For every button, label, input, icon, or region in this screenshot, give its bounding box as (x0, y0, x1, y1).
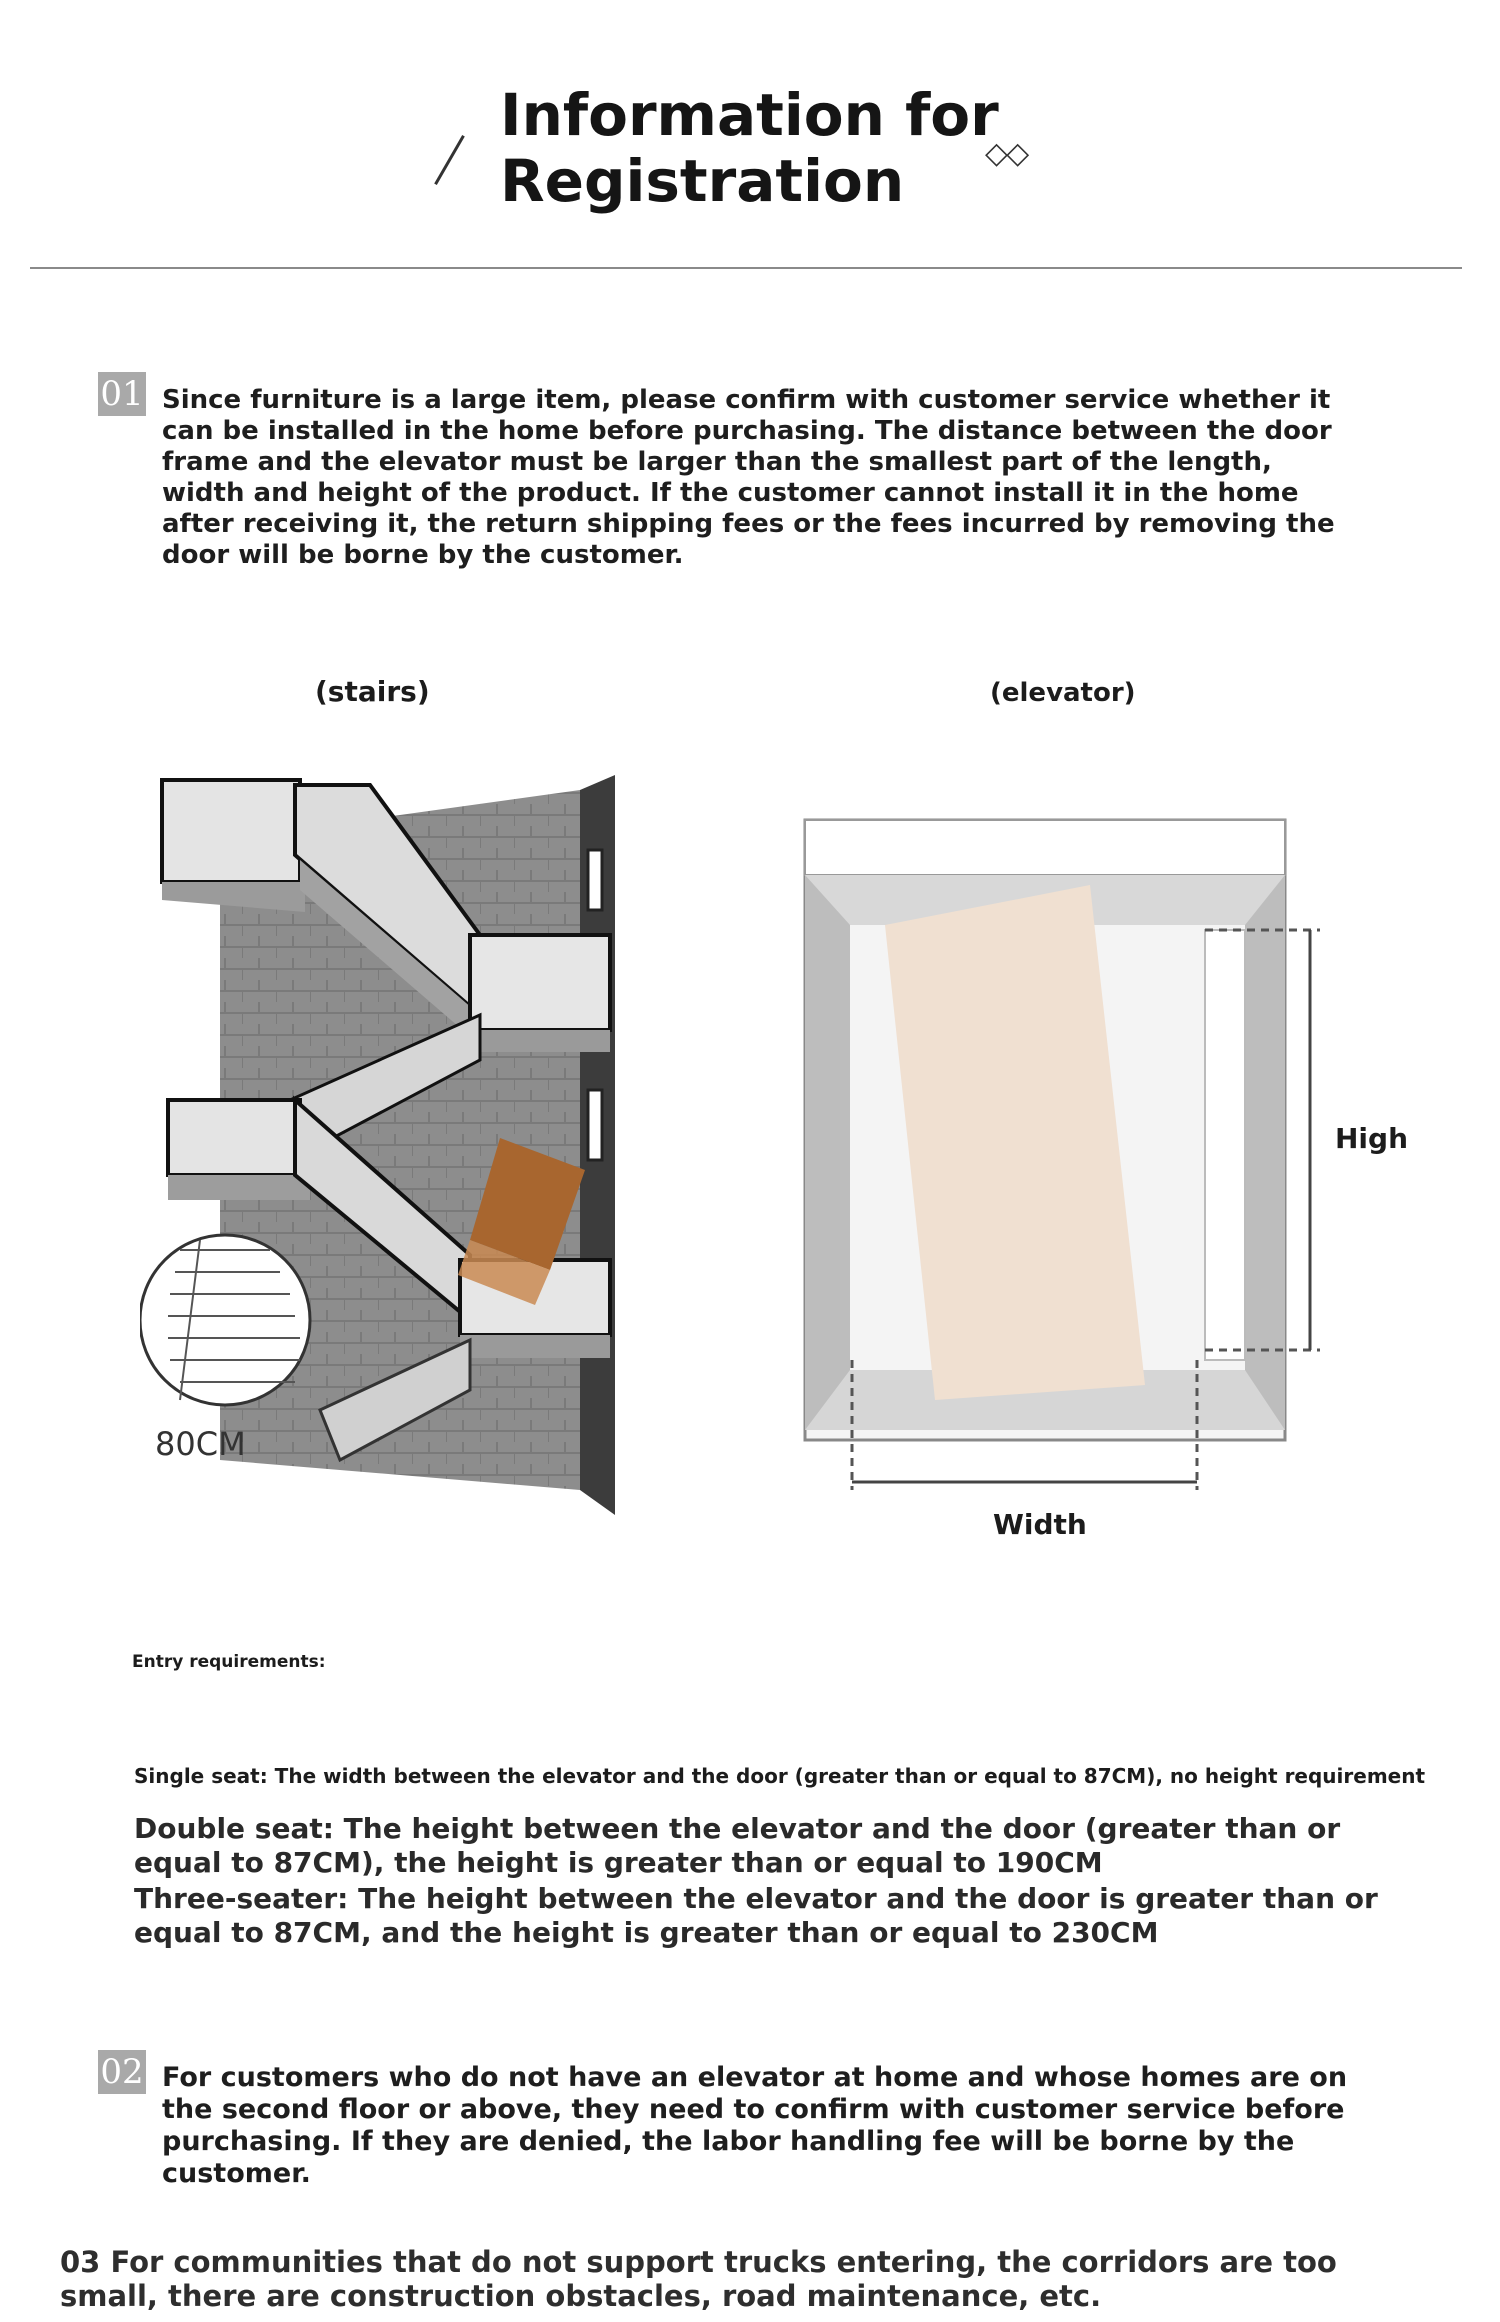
requirement-three-seater: Three-seater: The height between the elevator and the door is greater than or equal to 87CM, and the height is greater than or equal to 230CM (134, 1882, 1378, 1949)
mid-left-slab (168, 1175, 310, 1200)
section-1-text: Since furniture is a large item, please confirm with customer service whether it can be installed in the home before purchasing. The distance between the door frame and the elevator must be larger than the smallest part of the length, width and height of the product. If the customer cannot install it in the home after receiving it, the return shipping fees or the fees incurred by removing the door will be borne by the customer. (162, 385, 1335, 570)
stairs-illustration (140, 760, 640, 1520)
elevator-width-label: Width (993, 1508, 1087, 1541)
stairs-width-label: 80CM (155, 1425, 246, 1463)
mid-right-slab (470, 1030, 610, 1052)
stair-detail-circle (140, 1235, 310, 1405)
window-top (588, 850, 602, 910)
requirement-single-seat: Single seat: The width between the elevator and the door (greater than or equal to 87CM), no height requirement (134, 1764, 1426, 1788)
title-line-1: Information for (500, 81, 999, 149)
elevator-illustration (790, 810, 1420, 1510)
elevator-caption: (elevator) (990, 678, 1136, 708)
elevator-right-wall (1245, 875, 1285, 1430)
lower-right-slab (460, 1335, 610, 1358)
upper-landing-rail (162, 780, 300, 882)
page-title (500, 82, 999, 214)
title-slash-ornament (434, 135, 465, 185)
stairs-caption: (stairs) (315, 675, 430, 708)
elevator-left-wall (805, 875, 850, 1430)
elevator-door-gap (1205, 930, 1245, 1360)
section-number-badge: 01 (98, 372, 146, 416)
diamond-ornament-icon: ◇◇ (985, 136, 1028, 171)
mid-right-landing (470, 935, 610, 1030)
mid-left-landing (168, 1100, 300, 1175)
title-line-2: Registration (500, 147, 905, 215)
header-divider (30, 267, 1462, 269)
requirements-heading: Entry requirements: (132, 1652, 326, 1672)
section-2-text: For customers who do not have an elevator at home and whose homes are on the second floor or above, they need to confirm with customer service before purchasing. If they are denied, the labor handling fee will be borne by the customer. (162, 2062, 1348, 2189)
section-number-badge-2: 02 (98, 2050, 146, 2094)
elevator-top-panel (805, 820, 1285, 875)
elevator-height-label: High (1335, 1122, 1409, 1155)
section-3-text: 03 For communities that do not support trucks entering, the corridors are too small, there are construction obstacles, road maintenance, etc. (60, 2245, 1337, 2313)
window-middle (588, 1090, 602, 1160)
requirement-double-seat: Double seat: The height between the elevator and the door (greater than or equal to 87CM), the height is greater than or equal to 190CM (134, 1812, 1341, 1879)
